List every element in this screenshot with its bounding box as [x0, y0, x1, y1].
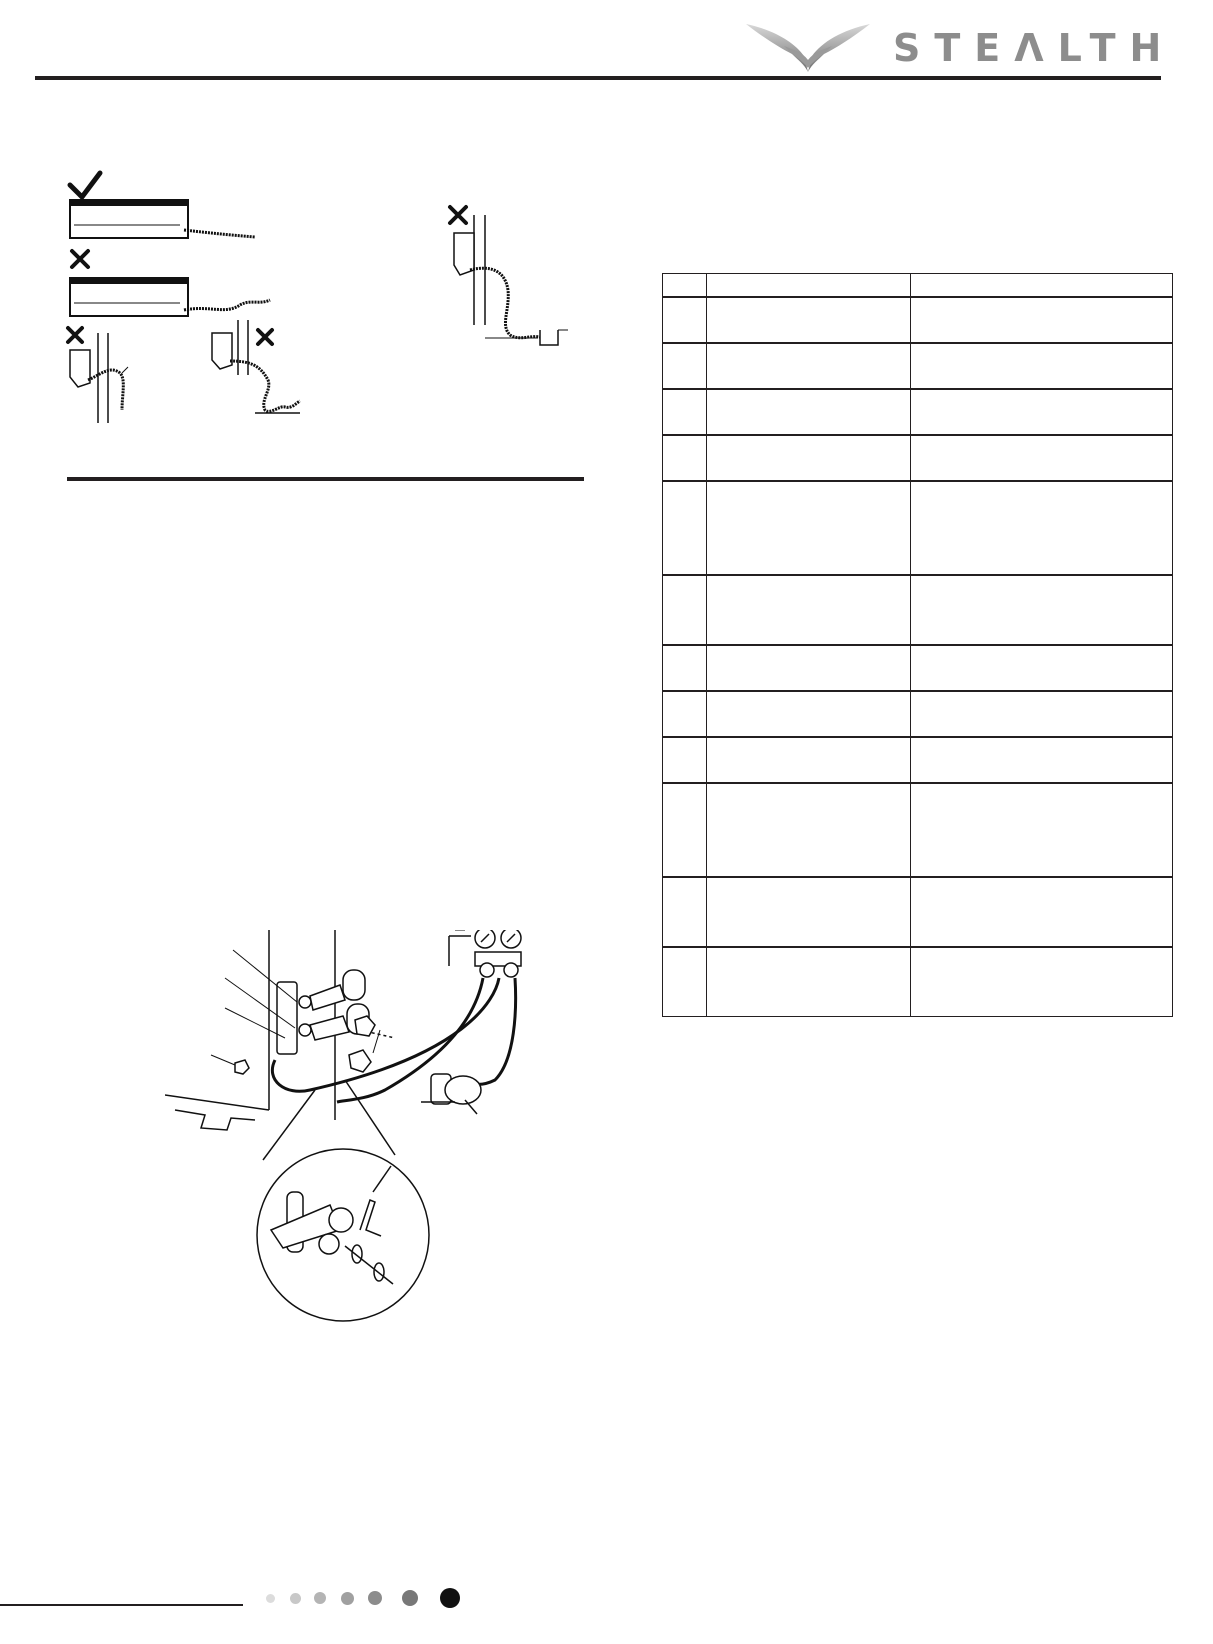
- table-cell: [707, 389, 911, 435]
- table-cell: [911, 783, 1173, 877]
- cross-icon: [68, 328, 82, 342]
- table-cell: [911, 297, 1173, 343]
- cross-icon: [72, 251, 88, 267]
- table-cell: [663, 737, 707, 783]
- table-cell: [663, 947, 707, 1017]
- table-row: [663, 947, 1173, 1017]
- table-cell: [663, 783, 707, 877]
- table-cell: [911, 645, 1173, 691]
- brand-logo-wings: [744, 16, 872, 74]
- table-row: [663, 737, 1173, 783]
- indoor-unit-incorrect: [70, 278, 270, 316]
- table-row: [663, 481, 1173, 575]
- progress-dot: [341, 1592, 354, 1605]
- section-rule: [67, 477, 584, 481]
- table-cell: [663, 575, 707, 645]
- table-cell: [707, 691, 911, 737]
- gauge-manifold-illustration: [165, 930, 585, 1330]
- table-cell: [707, 877, 911, 947]
- progress-dot: [290, 1593, 301, 1604]
- check-icon: [70, 173, 100, 197]
- brand-name: STEΛLTH: [893, 26, 1176, 70]
- footer-rule: [0, 1604, 243, 1606]
- table-cell: [707, 947, 911, 1017]
- progress-dot: [440, 1588, 460, 1608]
- cross-icon: [258, 330, 272, 344]
- table-header-cell: [707, 274, 911, 298]
- table-cell: [911, 343, 1173, 389]
- table-cell: [911, 481, 1173, 575]
- table-cell: [911, 947, 1173, 1017]
- table-cell: [911, 877, 1173, 947]
- table-cell: [911, 737, 1173, 783]
- table-row: [663, 435, 1173, 481]
- table-cell: [707, 435, 911, 481]
- table-cell: [707, 575, 911, 645]
- table-cell: [663, 389, 707, 435]
- table-cell: [911, 575, 1173, 645]
- table-row: [663, 389, 1173, 435]
- table-cell: [663, 691, 707, 737]
- table-row: [663, 297, 1173, 343]
- table-cell: [663, 297, 707, 343]
- progress-dot: [314, 1592, 326, 1604]
- table-header-cell: [911, 274, 1173, 298]
- table-cell: [663, 877, 707, 947]
- valve-detail-magnifier: [257, 1080, 429, 1321]
- table-cell: [911, 691, 1173, 737]
- table-row: [663, 783, 1173, 877]
- table-cell: [663, 481, 707, 575]
- indoor-unit-correct: [70, 200, 255, 238]
- vacuum-pump: [421, 1074, 481, 1114]
- table-row: [663, 877, 1173, 947]
- table-cell: [663, 343, 707, 389]
- wall-mount-incorrect-2: [212, 320, 300, 413]
- check-table: [662, 273, 1173, 1017]
- table-cell: [911, 389, 1173, 435]
- table-body: [663, 297, 1173, 1017]
- cross-icon: [450, 207, 466, 223]
- header-rule: [35, 76, 1161, 80]
- progress-dot: [368, 1591, 382, 1605]
- table-cell: [707, 783, 911, 877]
- wall-mount-incorrect-1: [70, 333, 128, 423]
- table-cell: [911, 435, 1173, 481]
- table-cell: [707, 343, 911, 389]
- table-row: [663, 645, 1173, 691]
- table-cell: [663, 435, 707, 481]
- service-valves: [235, 970, 395, 1074]
- table-header-cell: [663, 274, 707, 298]
- progress-dot: [266, 1594, 275, 1603]
- drain-hose-illustration: [60, 165, 580, 435]
- table-cell: [663, 645, 707, 691]
- progress-dot: [402, 1590, 418, 1606]
- table-row: [663, 343, 1173, 389]
- table-row: [663, 575, 1173, 645]
- table-cell: [707, 297, 911, 343]
- wall-mount-incorrect-3: [454, 215, 568, 345]
- manifold-gauge: [449, 930, 521, 977]
- table-header-row: [663, 274, 1173, 298]
- table-cell: [707, 737, 911, 783]
- table-row: [663, 691, 1173, 737]
- table-cell: [707, 481, 911, 575]
- table-cell: [707, 645, 911, 691]
